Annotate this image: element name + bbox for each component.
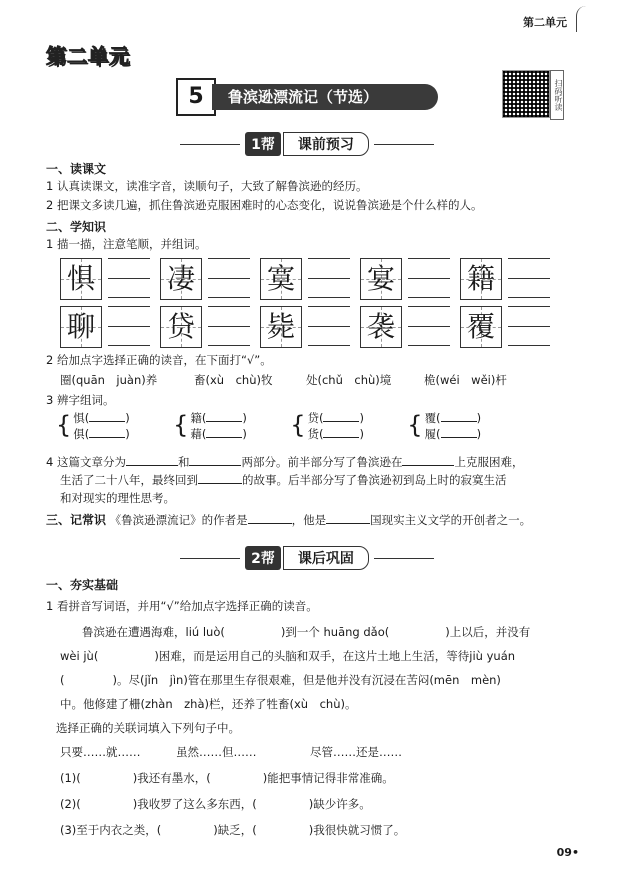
write-lines[interactable] [208,306,250,346]
page-curl-decoration [576,6,591,32]
passage-line: ( )。尽(jǐn jìn)管在那里生存很艰难，但是他并没有沉浸在苦闷(mēn mèn) [60,673,501,687]
section-header-preview [180,132,434,156]
write-lines[interactable] [308,258,350,298]
write-lines[interactable] [508,258,550,298]
paren: ) [359,427,364,441]
divider [374,144,434,145]
paren: ) [125,411,130,425]
pronunciation-choice[interactable]: 畜(xù chù)牧 [194,373,273,387]
part-heading: 二、学知识 [46,220,107,234]
char-cell[interactable]: 贷 [160,306,202,348]
instruction: 2 给加点字选择正确的读音，在下面打“√”。 [46,353,272,367]
passage-line: wèi jù( )困难，而是运用自己的头脑和双手，在这片土地上生活，等待jiù yuán [60,649,516,663]
write-lines[interactable] [308,306,350,346]
page-number: 09• [556,846,579,859]
char-cell[interactable]: 毙 [260,306,302,348]
part-heading: 一、夯实基础 [46,578,119,592]
pair-item[interactable]: 惧( [73,411,90,425]
answer-blank[interactable] [198,483,242,484]
char-cell[interactable]: 袭 [360,306,402,348]
paren: ) [476,411,482,425]
char-cell[interactable]: 凄 [160,258,202,300]
passage-line: 鲁滨逊在遭遇海难，liú luò( )到一个 huāng dǎo( )上以后，并没有 [82,625,531,639]
instruction: 1 看拼音写词语，并用“√”给加点字选择正确的读音。 [46,599,318,613]
pair-item[interactable]: 履( [424,427,441,441]
paren: ) [125,427,130,441]
write-lines[interactable] [108,258,150,298]
paren: ) [359,411,364,425]
paren: ) [242,427,247,441]
char-grid-row [60,306,560,348]
instruction: 选择正确的关联词填入下列句子中。 [56,721,240,735]
answer-blank[interactable] [326,523,370,524]
write-lines[interactable] [208,258,250,298]
instruction: 2 把课文多读几遍，抓住鲁滨逊克服困难时的心态变化，说说鲁滨逊是个什么样的人。 [46,198,483,212]
answer-blank[interactable] [323,437,359,438]
answer-blank[interactable] [323,421,359,422]
answer-blank[interactable] [402,465,454,466]
write-lines[interactable] [108,306,150,346]
paren: ) [242,411,247,425]
paren: ) [476,427,482,441]
qr-side-label: 扫码听读 [550,70,564,120]
char-cell[interactable]: 惧 [60,258,102,300]
answer-blank[interactable] [248,523,292,524]
brace: { [173,411,189,439]
answer-blank[interactable] [441,437,477,438]
brace: { [56,411,72,439]
write-lines[interactable] [408,306,450,346]
unit-badge: 第二单元 [46,44,130,68]
pair-item[interactable]: 藉( [190,427,207,441]
char-cell[interactable]: 聊 [60,306,102,348]
pronunciation-choice[interactable]: 桅(wéi wěi)杆 [424,373,507,387]
divider [374,558,434,559]
section-header-review [180,546,434,570]
conjunction-option: 只要……就…… [60,745,141,759]
brace: { [290,411,306,439]
section-tag: 1帮 [245,132,281,156]
fill-blank-line: 生活了二十八年，最终回到 的故事。后半部分写了鲁滨逊初到岛上时的寂寞生活 [60,473,507,487]
lesson-title: 鲁滨逊漂流记（节选） [212,84,438,110]
text-line: 和对现实的理性思考。 [60,491,175,505]
pair-item[interactable]: 覆( [424,411,441,425]
answer-blank[interactable] [189,465,241,466]
char-grid-row [60,258,560,300]
instruction: 3 辨字组词。 [46,393,115,407]
pair-item[interactable]: 贷( [307,411,324,425]
pair-item[interactable]: 籍( [190,411,207,425]
pronunciation-choice[interactable]: 处(chǔ chù)境 [306,373,392,387]
divider [180,144,240,145]
section-label: 课后巩固 [283,546,369,570]
part-heading: 一、读课文 [46,162,107,176]
char-cell[interactable]: 寞 [260,258,302,300]
char-cell[interactable]: 宴 [360,258,402,300]
brace: { [407,411,423,439]
section-tag: 2帮 [245,546,281,570]
word-pair-group [56,410,519,442]
sentence-line: (1)( )我还有墨水，( )能把事情记得非常准确。 [60,771,394,785]
answer-blank[interactable] [206,421,242,422]
answer-blank[interactable] [441,421,477,422]
passage-line: 中。他修建了栅(zhàn zhà)栏，还养了牲畜(xù chù)。 [60,697,357,711]
write-lines[interactable] [508,306,550,346]
answer-blank[interactable] [89,421,125,422]
conjunction-option: 虽然……但…… [176,745,257,759]
fill-blank-line: 4 这篇文章分为 和 两部分。前半部分写了鲁滨逊在 上克服困难， [46,455,524,469]
write-lines[interactable] [408,258,450,298]
char-cell[interactable]: 籍 [460,258,502,300]
char-cell[interactable]: 覆 [460,306,502,348]
fill-blank-line: 三、记常识 《鲁滨逊漂流记》的作者是 ，他是 国现实主义文学的开创者之一。 [46,513,532,527]
pair-item[interactable]: 货( [307,427,324,441]
answer-blank[interactable] [206,437,242,438]
sentence-line: (3)至于内衣之类，( )缺乏，( )我很快就习惯了。 [60,823,406,837]
section-label: 课前预习 [283,132,369,156]
pair-item[interactable]: 俱( [73,427,90,441]
qr-code-icon[interactable] [502,70,550,118]
instruction: 1 描一描，注意笔顺，并组词。 [46,237,207,251]
lesson-number: 5 [176,78,216,116]
running-header: 第二单元 [523,16,567,29]
answer-blank[interactable] [89,437,125,438]
answer-blank[interactable] [126,465,178,466]
instruction: 1 认真读课文，读准字音，读顺句子，大致了解鲁滨逊的经历。 [46,179,368,193]
sentence-line: (2)( )我收罗了这么多东西，( )缺少许多。 [60,797,371,811]
divider [180,558,240,559]
conjunction-option: 尽管……还是…… [310,745,402,759]
pronunciation-choice[interactable]: 圈(quān juàn)养 [60,373,158,387]
